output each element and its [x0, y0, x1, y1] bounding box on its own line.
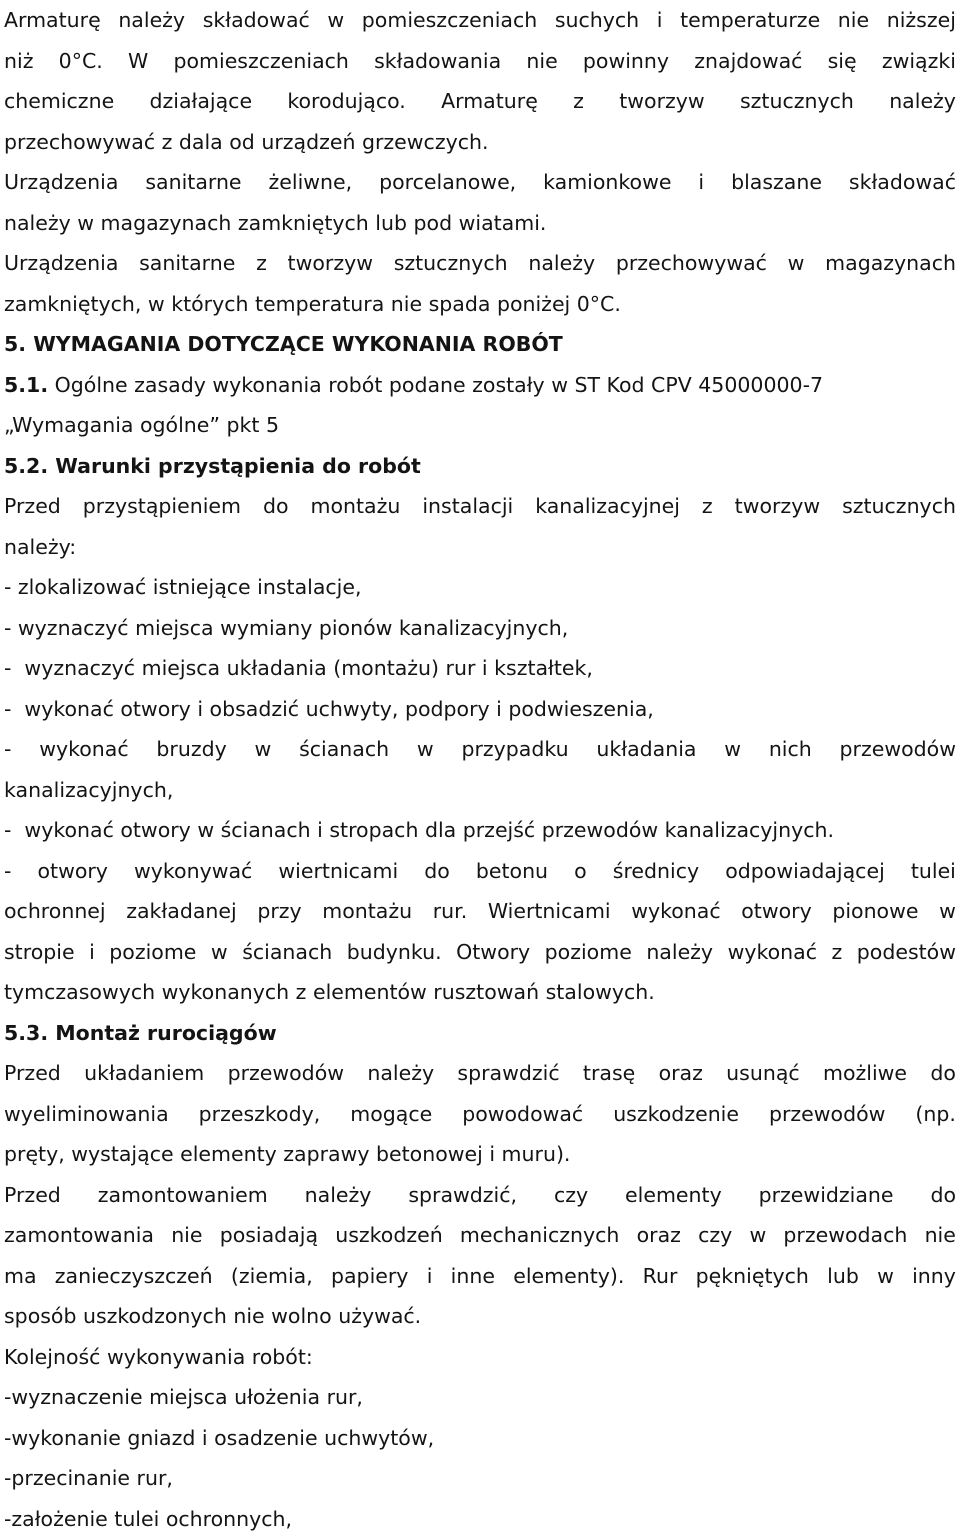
paragraph-line: niż 0°C. W pomieszczeniach składowania nie powinny znajdować się związki	[4, 48, 956, 73]
paragraph-line: stropie i poziome w ścianach budynku. Otwory poziome należy wykonać z podestów	[4, 939, 956, 964]
paragraph-line: sposób uszkodzonych nie wolno używać.	[4, 1304, 422, 1328]
paragraph-line: - wykonać otwory w ścianach i stropach dla przejść przewodów kanalizacyjnych.	[4, 818, 835, 842]
paragraph-line: Przed przystąpieniem do montażu instalacji kanalizacyjnej z tworzyw sztucznych	[4, 494, 956, 518]
paragraph-line: zamontowania nie posiadają uszkodzeń mechanicznych oraz czy w przewodach nie	[4, 1223, 956, 1247]
paragraph-line: zamkniętych, w których temperatura nie spada poniżej 0°C.	[4, 291, 621, 316]
paragraph-line: Przed zamontowaniem należy sprawdzić, czy elementy przewidziane do	[4, 1182, 956, 1207]
paragraph-line: ochronnej zakładanej przy montażu rur. Wiertnicami wykonać otwory pionowe w	[4, 899, 956, 923]
paragraph-line: -przecinanie rur,	[4, 1466, 173, 1490]
paragraph-line: -wyznaczenie miejsca ułożenia rur,	[4, 1385, 363, 1409]
paragraph-line: -wykonanie gniazd i osadzenie uchwytów,	[4, 1425, 435, 1450]
paragraph-line: wyeliminowania przeszkody, mogące powodować uszkodzenie przewodów (np.	[4, 1101, 956, 1126]
section-heading-line	[4, 365, 956, 405]
paragraph-line: tymczasowych wykonanych z elementów rusztowań stalowych.	[4, 980, 655, 1004]
paragraph-line: kanalizacyjnych,	[4, 777, 174, 802]
paragraph-line: -założenie tulei ochronnych,	[4, 1506, 293, 1531]
paragraph-line: Urządzenia sanitarne żeliwne, porcelanowe, kamionkowe i blaszane składować	[4, 170, 956, 194]
paragraph-line: - wyznaczyć miejsca układania (montażu) rur i kształtek,	[4, 656, 593, 680]
paragraph-line: należy w magazynach zamkniętych lub pod wiatami.	[4, 210, 547, 235]
paragraph-line: - wykonać otwory i obsadzić uchwyty, podpory i podwieszenia,	[4, 696, 654, 721]
paragraph-line: Przed układaniem przewodów należy sprawdzić trasę oraz usunąć możliwe do	[4, 1061, 956, 1085]
paragraph-line: ma zanieczyszczeń (ziemia, papiery i inne elementy). Rur pękniętych lub w inny	[4, 1263, 956, 1288]
section-number: 5.1.	[4, 372, 49, 397]
paragraph-line: Urządzenia sanitarne z tworzyw sztucznych należy przechowywać w magazynach	[4, 251, 956, 275]
paragraph-line: pręty, wystające elementy zaprawy betonowej i muru).	[4, 1142, 571, 1166]
section-heading: 5. WYMAGANIA DOTYCZĄCE WYKONANIA ROBÓT	[4, 332, 563, 356]
paragraph-line: - otwory wykonywać wiertnicami do betonu o średnicy odpowiadającej tulei	[4, 858, 956, 883]
section-text: Ogólne zasady wykonania robót podane zostały w ST Kod CPV 45000000-7	[48, 372, 824, 397]
paragraph-line: „Wymagania ogólne” pkt 5	[4, 413, 280, 437]
paragraph-line: chemiczne działające korodująco. Armaturę z tworzyw sztucznych należy	[4, 89, 956, 113]
paragraph-line: - wykonać bruzdy w ścianach w przypadku układania w nich przewodów	[4, 737, 956, 761]
paragraph-line: Armaturę należy składować w pomieszczeniach suchych i temperaturze nie niższej	[4, 8, 956, 32]
paragraph-line: przechowywać z dala od urządzeń grzewczych.	[4, 129, 489, 154]
section-heading: 5.2. Warunki przystąpienia do robót	[4, 453, 421, 478]
paragraph-line: należy:	[4, 534, 77, 559]
paragraph-line: - zlokalizować istniejące instalacje,	[4, 575, 362, 599]
paragraph-line: Kolejność wykonywania robót:	[4, 1344, 313, 1369]
section-heading: 5.3. Montaż rurociągów	[4, 1020, 277, 1045]
paragraph-line: - wyznaczyć miejsca wymiany pionów kanalizacyjnych,	[4, 615, 569, 640]
